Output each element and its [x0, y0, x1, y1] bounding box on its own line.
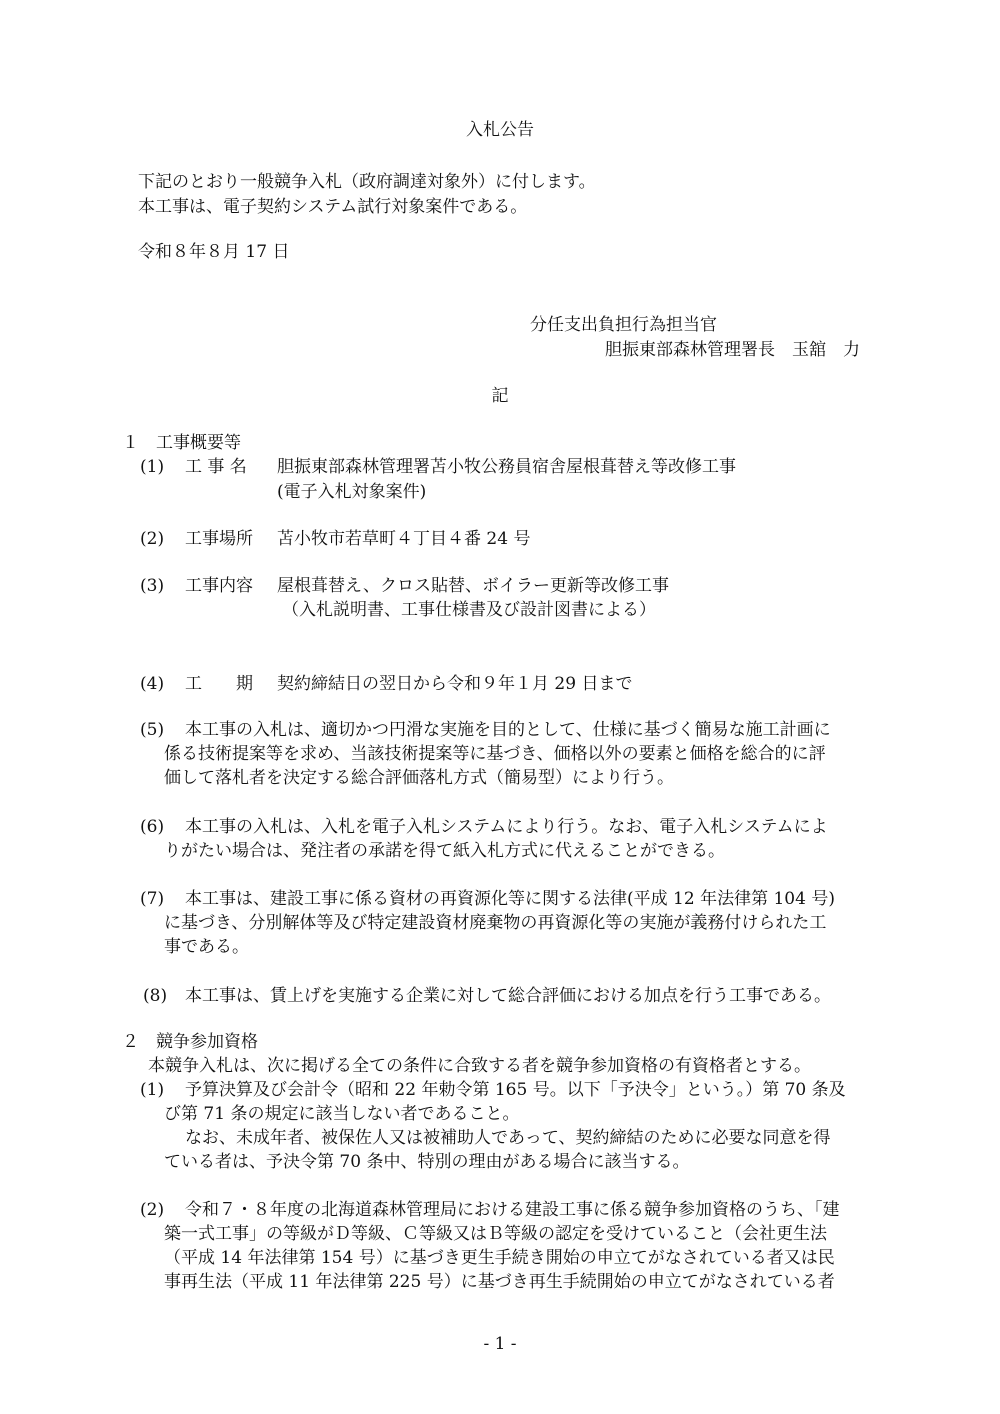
item-1-7-number: (7) [140, 889, 165, 909]
item-1-3-note: （入札説明書、工事仕様書及び設計図書による） [282, 600, 656, 620]
item-1-6-number: (6) [140, 817, 165, 837]
item-2-1-line-4: ている者は、予決令第 70 条中、特別の理由がある場合に該当する。 [164, 1152, 690, 1172]
item-1-4-label: 工 期 [185, 674, 253, 694]
item-1-5-number: (5) [140, 720, 165, 740]
item-2-1-number: (1) [140, 1080, 165, 1100]
item-1-7-line-1: 本工事は、建設工事に係る資材の再資源化等に関する法律(平成 12 年法律第 104 号) [185, 889, 835, 909]
item-1-5-line-3: 価して落札者を決定する総合評価落札方式（簡易型）により行う。 [164, 768, 674, 788]
item-1-1-note: (電子入札対象案件) [277, 482, 427, 502]
item-2-2-line-2: 築一式工事」の等級がＤ等級、Ｃ等級又はＢ等級の認定を受けていること（会社更生法 [164, 1224, 827, 1244]
item-2-2-line-1: 令和７・８年度の北海道森林管理局における建設工事に係る競争参加資格のうち、「建 [185, 1200, 840, 1220]
item-1-4-value: 契約締結日の翌日から令和９年１月 29 日まで [277, 674, 633, 694]
item-1-5-line-2: 係る技術提案等を求め、当該技術提案等に基づき、価格以外の要素と価格を総合的に評 [164, 744, 826, 764]
item-2-1-line-1: 予算決算及び会計令（昭和 22 年勅令第 165 号。以下「予決令」という。）第 70 条及 [185, 1080, 846, 1100]
item-1-7-line-2: に基づき、分別解体等及び特定建設資材廃棄物の再資源化等の実施が義務付けられた工 [164, 913, 827, 933]
issuer-name: 胆振東部森林管理署長 玉舘 力 [605, 340, 860, 360]
item-1-7-line-3: 事である。 [164, 937, 249, 957]
section-2-heading: ２ 競争参加資格 [122, 1032, 258, 1052]
document-title: 入札公告 [466, 120, 534, 140]
item-1-4-number: (4) [140, 674, 165, 694]
item-2-1-line-2: び第 71 条の規定に該当しない者であること。 [164, 1104, 520, 1124]
page-number: - 1 - [483, 1334, 517, 1354]
item-1-2-number: (2) [140, 529, 165, 549]
issuer-role: 分任支出負担行為担当官 [530, 315, 717, 335]
item-1-3-label: 工事内容 [185, 576, 253, 596]
intro-line-2: 本工事は、電子契約システム試行対象案件である。 [138, 197, 528, 217]
item-1-6-line-1: 本工事の入札は、入札を電子入札システムにより行う。なお、電子入札システムによ [185, 817, 828, 837]
section-2-intro: 本競争入札は、次に掲げる全ての条件に合致する者を競争参加資格の有資格者とする。 [148, 1056, 811, 1076]
item-1-1-number: (1) [140, 457, 165, 477]
intro-line-1: 下記のとおり一般競争入札（政府調達対象外）に付します。 [138, 172, 596, 192]
item-1-3-number: (3) [140, 576, 165, 596]
item-2-2-line-4: 事再生法（平成 11 年法律第 225 号）に基づき再生手続開始の申立てがなされている者 [164, 1272, 835, 1292]
item-2-1-line-3: なお、未成年者、被保佐人又は被補助人であって、契約締結のために必要な同意を得 [185, 1128, 831, 1148]
item-1-2-value: 苫小牧市若草町４丁目４番 24 号 [277, 529, 531, 549]
notice-date: 令和８年８月 17 日 [138, 242, 290, 262]
item-2-2-number: (2) [140, 1200, 165, 1220]
item-1-1-label: 工 事 名 [185, 457, 247, 477]
item-1-6-line-2: りがたい場合は、発注者の承諾を得て紙入札方式に代えることができる。 [164, 841, 725, 861]
item-1-2-label: 工事場所 [185, 529, 253, 549]
item-1-5-line-1: 本工事の入札は、適切かつ円滑な実施を目的として、仕様に基づく簡易な施工計画に [185, 720, 831, 740]
item-1-8-number: (8) [143, 986, 168, 1006]
item-2-2-line-3: （平成 14 年法律第 154 号）に基づき更生手続き開始の申立てがなされている者又は民 [164, 1248, 835, 1268]
ki-heading: 記 [491, 386, 509, 406]
item-1-8-line-1: 本工事は、賃上げを実施する企業に対して総合評価における加点を行う工事である。 [185, 986, 831, 1006]
section-1-heading: １ 工事概要等 [122, 433, 241, 453]
item-1-1-value: 胆振東部森林管理署苫小牧公務員宿舎屋根葺替え等改修工事 [277, 457, 736, 477]
item-1-3-value: 屋根葺替え、クロス貼替、ボイラー更新等改修工事 [277, 576, 670, 596]
